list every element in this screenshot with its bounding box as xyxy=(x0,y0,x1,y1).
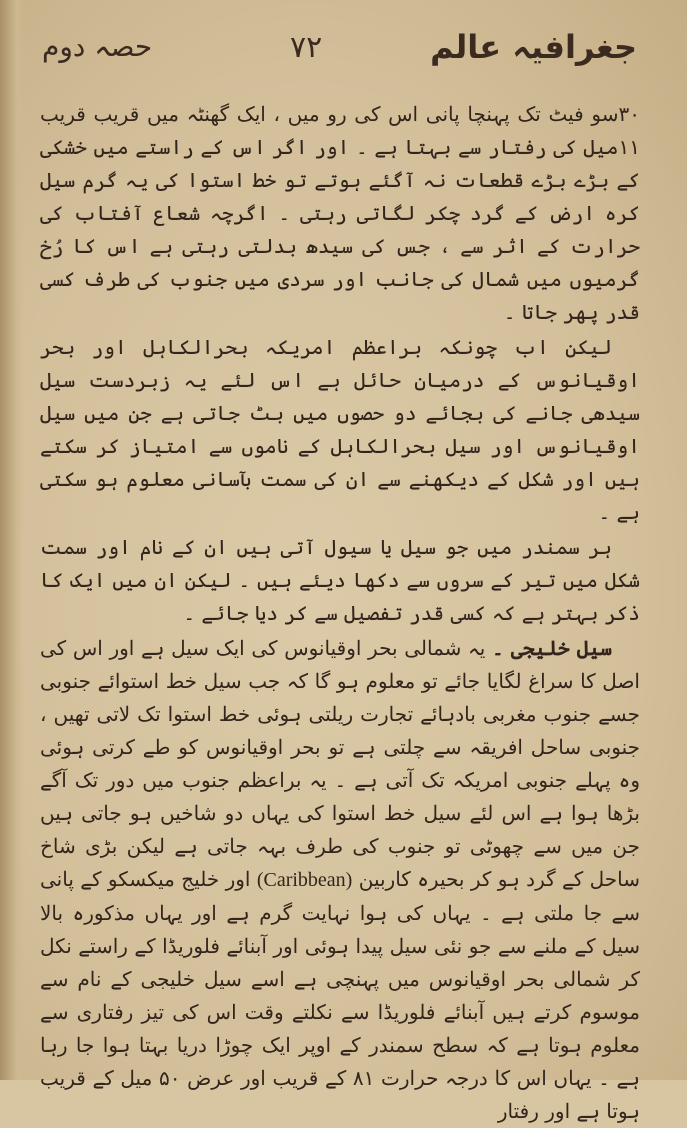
page-spine-shadow xyxy=(0,0,24,1080)
paragraph: لیکن اب چونکہ براعظم امریکہ بحرالکاہل اور بحر اوقیانوس کے درمیان حائل ہے اس لئے یہ زبردست سیل سیدھی جانے کی بجائے دو حصوں میں بٹ جاتی ہے جن میں سیل اوقیانوس اور سیل بحرالکاہل کے ناموں سے امتیاز کر سکتے ہیں اور شکل کے دیکھنے سے ان کی سمت بآسانی معلوم ہو سکتی ہے ۔ xyxy=(40,335,640,524)
page-header xyxy=(30,22,647,82)
section-gulf-stream xyxy=(40,632,640,1128)
paragraph: ۳۰سو فیٹ تک پہنچا پانی اس کی رو میں ، ایک گھنٹہ میں قریب قریب ۱۱میل کی رفتار سے بہتا ہے ۔ اور اگر اس کے راستے میں خشکی کے بڑے بڑے قطعات نہ آگئے ہوتے تو خط استوا کی یہ گرم سیل کرہ ارض کے گرد چکر لگاتی رہتی ۔ اگرچہ شعاع آفتاب کی حرارت کے اثر سے ، جس کی سیدھ بدلتی رہتی ہے اس کا رُخ گرمیوں میں شمال کی جانب اور سردی میں جنوب کی طرف کسی قدر پھر جاتا ۔ xyxy=(40,102,640,324)
page-body xyxy=(40,98,640,1128)
header-book-title: جغرافیہ عالم xyxy=(430,28,637,66)
section-text-part-1: یہ شمالی بحر اوقیانوس کی ایک سیل ہے اور اس کی اصل کا سراغ لگایا جائے تو معلوم ہو گا کہ جب سیل خط استوائے جنوبی جسے جنوب مغربی بادہائے تجارت ریلتی ہوئی خط استوا تک لاتی تھیں ، جنوبی ساحل افریقہ سے چلتی ہے تو بحر اوقیانوس کو طے کرتی ہوئی وہ پہلے جنوبی امریکہ تک آتی ہے ۔ یہ براعظم جنوب میں دور تک آگے بڑھا ہوا ہے اس لئے سیل خط استوا کی یہاں دو شاخیں ہو جاتی ہیں جن میں سے چھوٹی تو جنوب کی طرف بہہ جاتی ہے لیکن بڑی شاخ ساحل کے گرد ہو کر بحیرہ کاربین xyxy=(40,636,640,891)
section-heading: سیل خلیجی ۔ xyxy=(492,636,612,660)
paragraph: ہر سمندر میں جو سیل یا سیول آتی ہیں ان کے نام اور سمت شکل میں تیر کے سروں سے دکھا دیئے ہیں ۔ لیکن ان میں ایک کا ذکر بہتر ہے کہ کسی قدر تفصیل سے کر دیا جائے ۔ xyxy=(40,535,640,625)
english-term: (Caribbean) xyxy=(256,869,353,891)
page-number: ۷۲ xyxy=(290,30,323,65)
section-text-part-2: اور خلیج میکسکو کے پانی سے جا ملتی ہے ۔ یہاں کی ہوا نہایت گرم ہے اور یہاں مذکورہ بالا سیل کے ملنے سے جو نئی سیل پیدا ہوئی اور آبنائے فلوریڈا کے راستے نکل کر شمالی بحر اوقیانوس میں پہنچی ہے اسے سیل خلیجی کے نام سے موسوم کرتے ہیں آبنائے فلوریڈا سے نکلتے وقت اس کی تیز رفتاری سے معلوم ہوتا ہے کہ سطح سمندر کے اوپر ایک چوڑا دریا بہتا ہوا جا رہا ہے ۔ یہاں اس کا درجہ حرارت ۸۱ کے قریب اور عرض ۵۰ میل کے قریب ہوتا ہے اور رفتار xyxy=(40,867,640,1123)
header-part-label: حصہ دوم xyxy=(42,30,153,63)
